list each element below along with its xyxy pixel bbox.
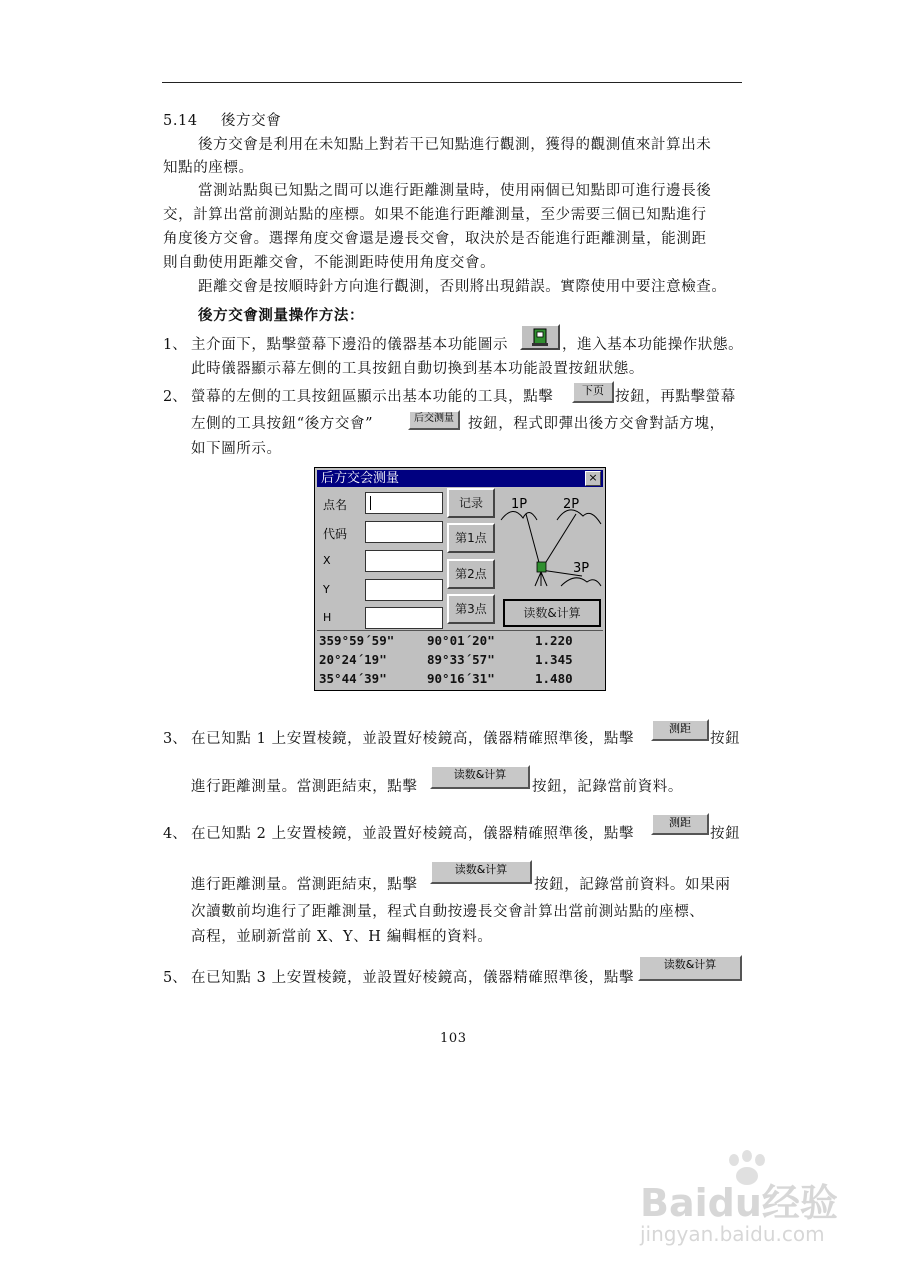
step-text-part: 按鈕，記錄當前資料。如果兩	[534, 877, 731, 893]
resection-dialog	[314, 467, 606, 691]
page-number: 103	[440, 1031, 467, 1046]
diagram-label-p1: 1P	[511, 497, 528, 512]
step-text: 如下圖所示。	[191, 441, 282, 457]
step-text: 次讀數前均進行了距離測量，程式自動按邊長交會計算出當前測站點的座標、	[191, 904, 705, 920]
total-station-icon	[535, 562, 547, 586]
step-number: 4、	[163, 826, 187, 842]
code-label: 代码	[323, 527, 348, 541]
reading-dist: 1.345	[535, 652, 573, 667]
reading-hz: 20°24´19"	[319, 652, 387, 667]
step-text-part: 按鈕	[710, 731, 741, 747]
resection-button-image: 后交测量	[408, 410, 460, 430]
point-name-input[interactable]	[365, 492, 443, 514]
basic-function-icon	[520, 324, 560, 350]
h-label: H	[323, 611, 332, 624]
paragraph-line: 角度後方交會。選擇角度交會還是邊長交會，取決於是否能進行距離測量，能測距	[163, 231, 707, 247]
step-text-part: ，進入基本功能操作狀態。	[562, 337, 744, 353]
step-number: 1、	[163, 337, 187, 353]
step-text-part: 進行距離測量。當測距結束，點擊	[191, 779, 418, 795]
step-text-part: 按鈕	[710, 826, 741, 842]
paragraph-line: 後方交會是利用在未知點上對若干已知點進行觀測，獲得的觀測值來計算出未	[198, 137, 712, 153]
point1-button[interactable]: 第1点	[447, 523, 495, 553]
measure-button-image: 测距	[651, 719, 709, 741]
h-input[interactable]	[365, 607, 443, 629]
reading-row	[317, 650, 603, 669]
diagram-label-p3: 3P	[573, 561, 590, 576]
close-icon[interactable]: ×	[585, 471, 601, 486]
paragraph-line: 當測站點與已知點之間可以進行距離測量時，使用兩個已知點即可進行邊長後	[198, 183, 712, 199]
step-text-part: 主介面下，點擊螢幕下邊沿的儀器基本功能圖示	[191, 337, 509, 353]
read-calc-button[interactable]: 读数&计算	[503, 599, 601, 627]
paragraph-line: 交，計算出當前測站點的座標。如果不能進行距離測量，至少需要三個已知點進行	[163, 207, 707, 223]
reading-row	[317, 669, 603, 688]
step-text-part: 在已知點 1 上安置棱鏡，並設置好棱鏡高，儀器精確照準後，點擊	[191, 731, 635, 747]
y-input[interactable]	[365, 579, 443, 601]
step-text-part: 按鈕，記錄當前資料。	[532, 779, 683, 795]
x-input[interactable]	[365, 550, 443, 572]
read-calc-button-image: 读数&计算	[638, 955, 742, 981]
paragraph-line: 知點的座標。	[163, 160, 254, 176]
diagram-label-p2: 2P	[563, 497, 580, 512]
dialog-title: 后方交会测量	[317, 470, 603, 487]
step-text	[191, 334, 508, 356]
paragraph-line: 則自動使用距離交會，不能測距時使用角度交會。	[163, 255, 496, 271]
read-calc-button-image: 读数&计算	[430, 860, 532, 884]
instrument-icon	[522, 326, 558, 348]
reading-hz: 35°44´39"	[319, 671, 387, 686]
step-text: 此時儀器顯示幕左側的工具按鈕自動切換到基本功能設置按鈕狀態。	[191, 361, 644, 377]
reading-v: 89°33´57"	[427, 652, 495, 667]
step-text: 高程，並刷新當前 X、Y、H 編輯框的資料。	[191, 929, 493, 945]
paragraph-line: 距離交會是按順時針方向進行觀測，否則將出現錯誤。實際使用中要注意檢查。	[198, 279, 727, 295]
section-heading	[163, 110, 281, 132]
step-text-part: 左側的工具按鈕“後方交會”	[191, 416, 374, 432]
readings-table	[317, 630, 603, 688]
x-label: X	[323, 554, 331, 567]
reading-v: 90°01´20"	[427, 633, 495, 648]
section-title: 後方交會	[220, 113, 282, 129]
point-name-label: 点名	[323, 498, 348, 512]
point2-button[interactable]: 第2点	[447, 559, 495, 589]
reading-dist: 1.220	[535, 633, 573, 648]
step-number: 2、	[163, 389, 187, 405]
section-number: 5.14	[163, 113, 198, 129]
watermark-url: jingyan.baidu.com	[640, 1222, 825, 1246]
step-text-part: 在已知點 2 上安置棱鏡，並設置好棱鏡高，儀器精確照準後，點擊	[191, 826, 635, 842]
resection-diagram	[499, 490, 603, 598]
watermark-brand: Baidu经验	[640, 1181, 838, 1225]
measure-button-image: 测距	[651, 813, 709, 835]
step-number: 3、	[163, 731, 187, 747]
step-text-part: 按鈕，程式即彈出後方交會對話方塊，	[468, 416, 725, 432]
code-input[interactable]	[365, 521, 443, 543]
read-calc-button-image: 读数&计算	[430, 765, 530, 789]
step-text-part: 在已知點 3 上安置棱鏡，並設置好棱鏡高，儀器精確照準後，點擊	[191, 970, 635, 986]
step-text-part: 螢幕的左側的工具按鈕區顯示出基本功能的工具，點擊	[191, 389, 554, 405]
y-label: Y	[323, 583, 330, 596]
reading-hz: 359°59´59"	[319, 633, 395, 648]
mountain-sketch	[561, 578, 601, 586]
point3-button[interactable]: 第3点	[447, 594, 495, 624]
reading-row	[317, 631, 603, 650]
mountain-sketch	[501, 511, 537, 520]
step-text-part: 按鈕，再點擊螢幕	[615, 389, 736, 405]
next-page-button-image: 下页	[572, 381, 614, 403]
watermark	[640, 1150, 890, 1250]
method-heading: 後方交會測量操作方法：	[198, 307, 365, 324]
record-button[interactable]: 记录	[447, 488, 495, 518]
step-text-part: 進行距離測量。當測距結束，點擊	[191, 877, 418, 893]
reading-dist: 1.480	[535, 671, 573, 686]
header-rule	[162, 82, 742, 83]
step-number: 5、	[163, 970, 187, 986]
reading-v: 90°16´31"	[427, 671, 495, 686]
